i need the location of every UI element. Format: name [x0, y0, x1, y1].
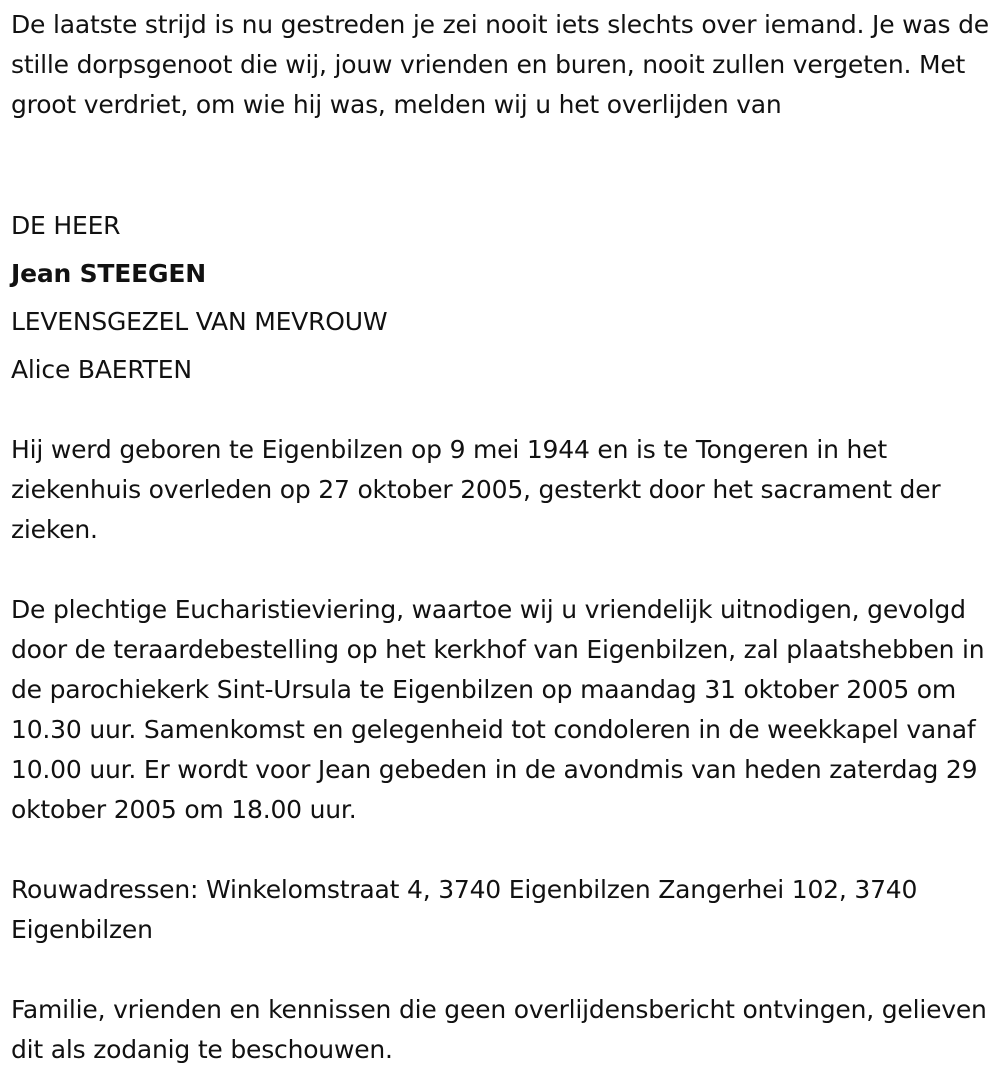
partner-name: Alice BAERTEN [11, 355, 192, 384]
ceremony-paragraph: De plechtige Eucharistieviering, waartoe wij u vriendelijk uitnodigen, gevolgd door de teraardebestelling op het kerkhof van Eigenbilzen, zal plaatshebben in de parochiekerk Sint-Ursula te Eigenbilzen op maandag 31 oktober 2005 om 10.30 uur. Samenkomst en gelegenheid tot condoleren in de weekkapel vanaf 10.00 uur. Er wordt voor Jean gebeden in de avondmis van heden zaterdag 29 oktober 2005 om 18.00 uur. [11, 595, 985, 824]
title-line: DE HEER [11, 211, 121, 240]
closing-paragraph: Familie, vrienden en kennissen die geen overlijdensbericht ontvingen, gelieven dit als zodanig te beschouwen. [11, 995, 987, 1064]
relation-line: LEVENSGEZEL VAN MEVROUW [11, 307, 388, 336]
addresses-paragraph: Rouwadressen: Winkelomstraat 4, 3740 Eigenbilzen Zangerhei 102, 3740 Eigenbilzen [11, 875, 918, 944]
deceased-name: Jean STEEGEN [11, 259, 206, 288]
birth-death-paragraph: Hij werd geboren te Eigenbilzen op 9 mei 1944 en is te Tongeren in het ziekenhuis overleden op 27 oktober 2005, gesterkt door het sacrament der zieken. [11, 435, 941, 544]
intro-paragraph: De laatste strijd is nu gestreden je zei nooit iets slechts over iemand. Je was de stille dorpsgenoot die wij, jouw vrienden en buren, nooit zullen vergeten. Met groot verdriet, om wie hij was, melden wij u het overlijden van [11, 10, 989, 119]
